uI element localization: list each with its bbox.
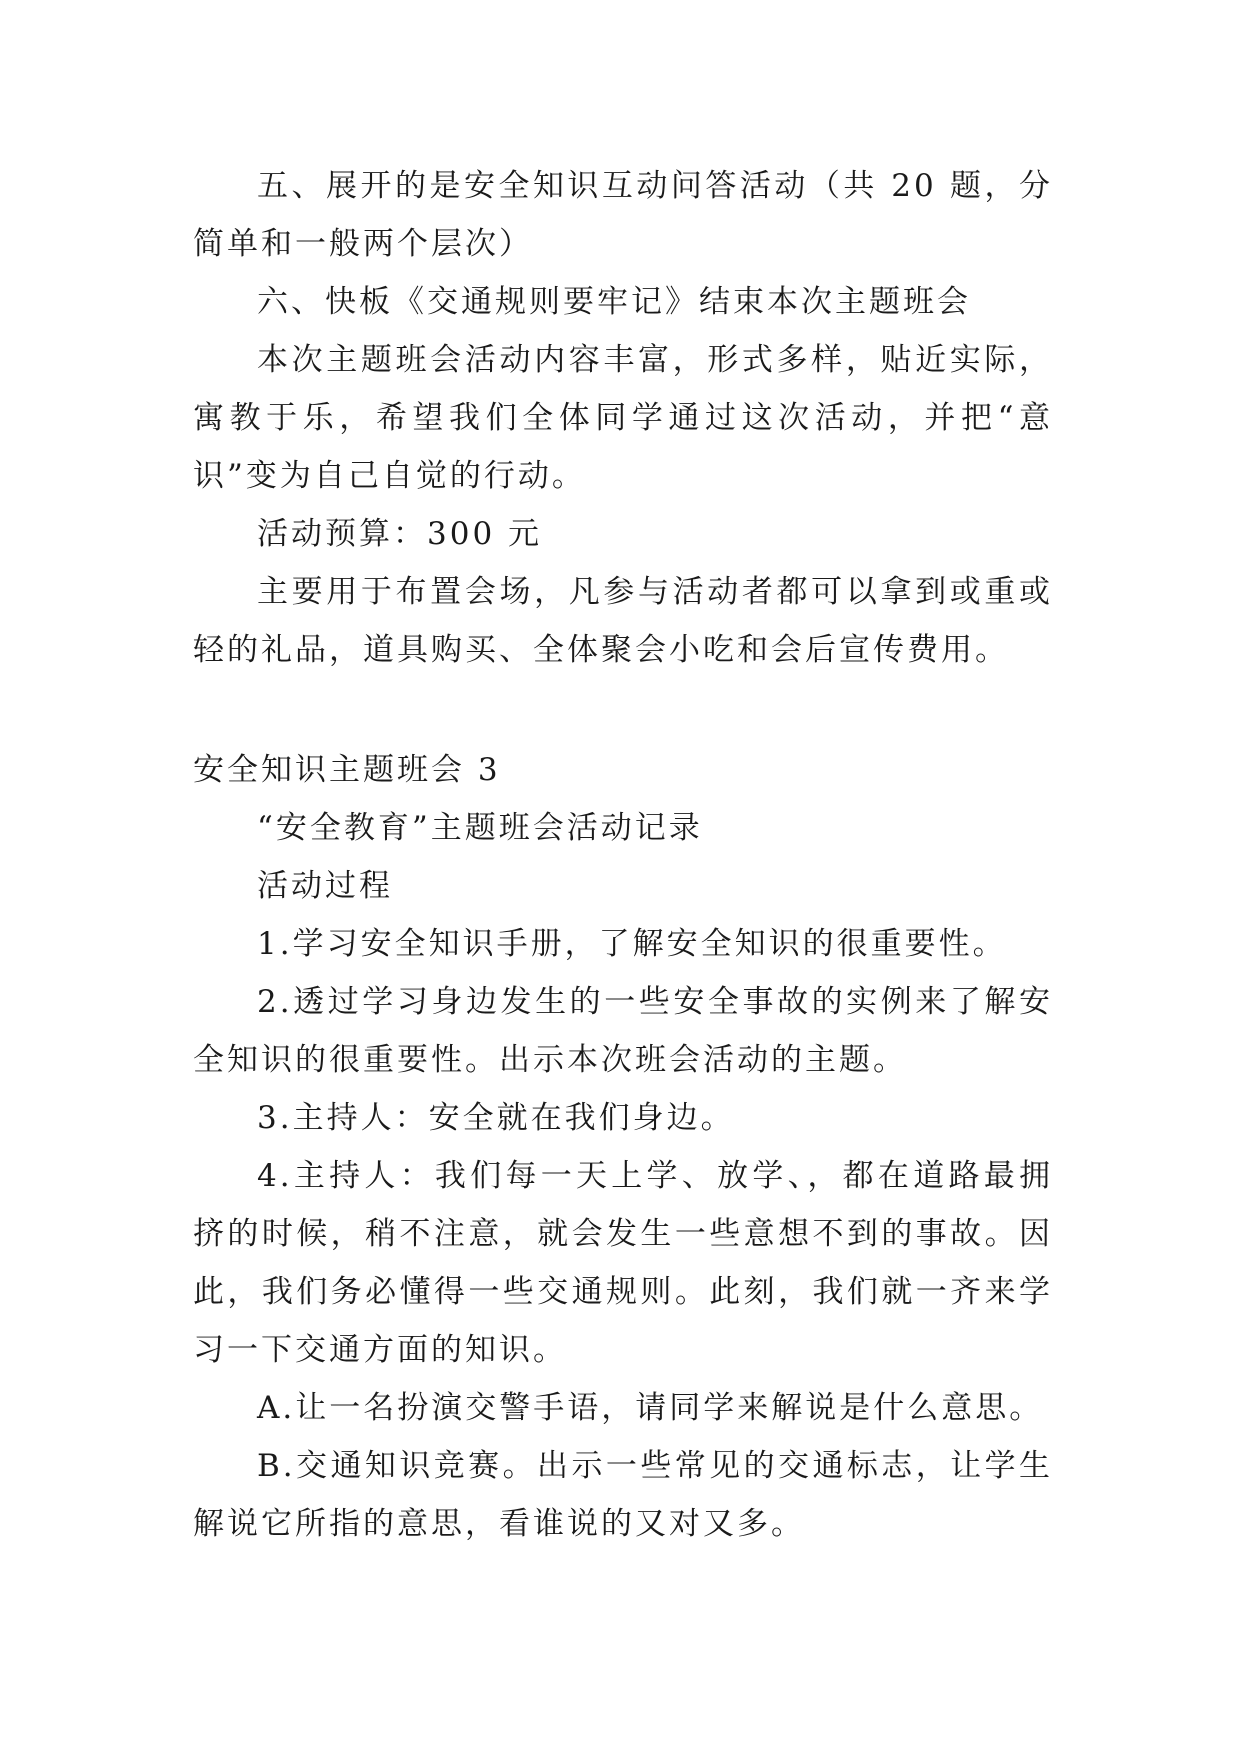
section-title: 安全知识主题班会 3 [193, 752, 501, 788]
paragraph-item-b: B.交通知识竞赛。出示一些常见的交通标志，让学生解说它所指的意思，看谁说的又对又多。 [193, 1448, 1053, 1542]
paragraph-qa-activity: 五、展开的是安全知识互动问答活动（共 20 题，分简单和一般两个层次） [193, 168, 1053, 262]
document-body [193, 157, 1053, 1553]
paragraph-budget-usage: 主要用于布置会场，凡参与活动者都可以拿到或重或轻的礼品，道具购买、全体聚会小吃和会后宣传费用。 [193, 574, 1053, 668]
paragraph-budget: 活动预算：300 元 [257, 516, 543, 552]
paragraph-step-4: 4.主持人：我们每一天上学、放学、，都在道路最拥挤的时候，稍不注意，就会发生一些意想不到的事故。因此，我们务必懂得一些交通规则。此刻，我们就一齐来学习一下交通方面的知识。 [193, 1158, 1053, 1368]
paragraph-process-heading: 活动过程 [257, 868, 393, 904]
paragraph-item-a: A.让一名扮演交警手语，请同学来解说是什么意思。 [257, 1390, 1044, 1426]
paragraph-summary: 本次主题班会活动内容丰富，形式多样，贴近实际，寓教于乐，希望我们全体同学通过这次活动，并把“意识”变为自己自觉的行动。 [193, 342, 1053, 494]
paragraph-step-2: 2.透过学习身边发生的一些安全事故的实例来了解安全知识的很重要性。出示本次班会活动的主题。 [193, 984, 1053, 1078]
paragraph-step-1: 1.学习安全知识手册，了解安全知识的很重要性。 [257, 926, 1007, 962]
paragraph-record-title: “安全教育”主题班会活动记录 [257, 810, 703, 846]
paragraph-clapper-talk: 六、快板《交通规则要牢记》结束本次主题班会 [257, 284, 971, 320]
paragraph-step-3: 3.主持人：安全就在我们身边。 [257, 1100, 735, 1136]
